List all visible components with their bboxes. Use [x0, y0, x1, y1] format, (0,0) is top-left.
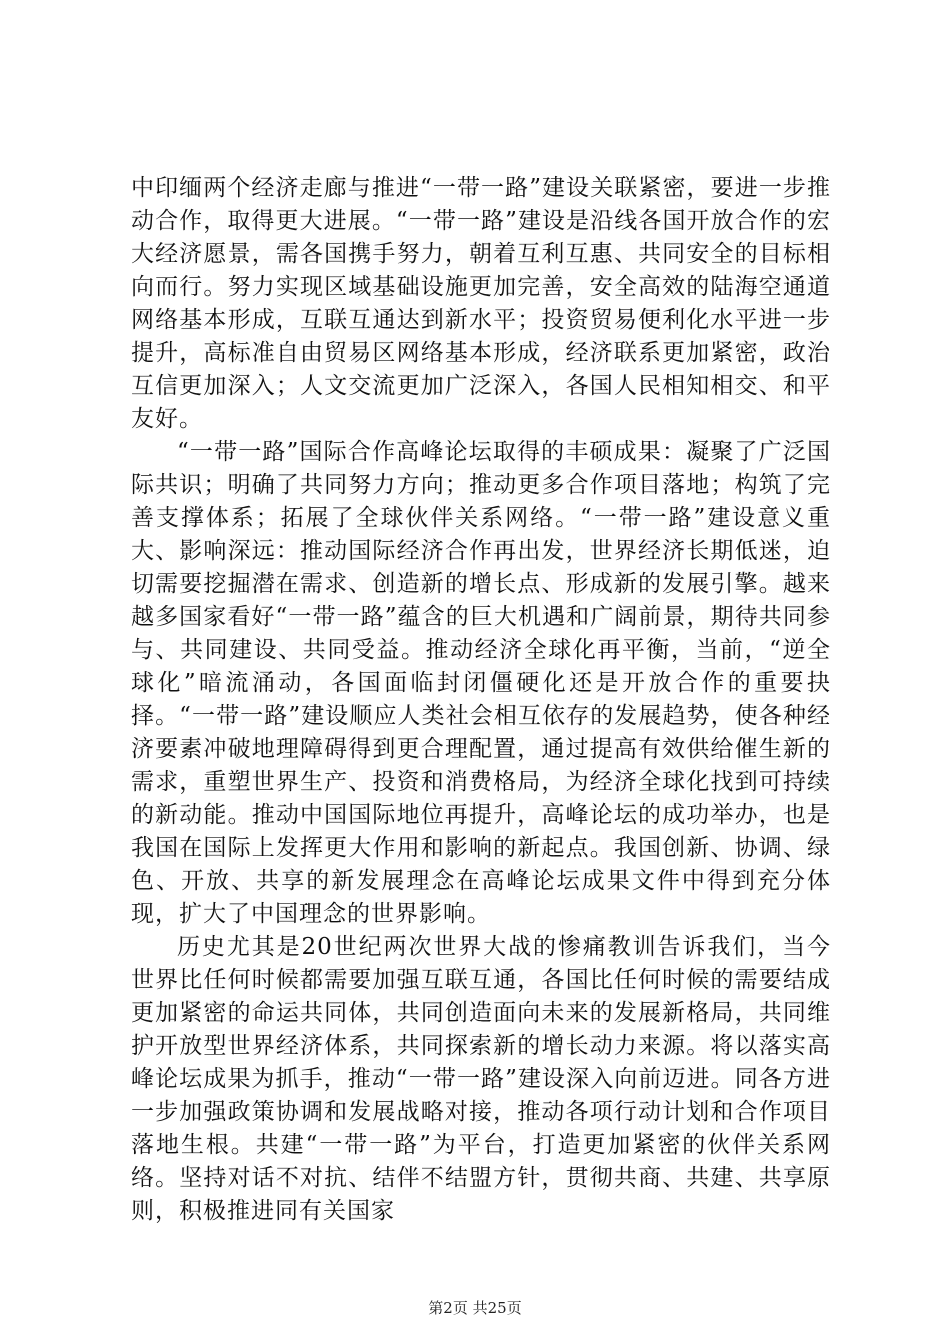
paragraph-1: 中印缅两个经济走廊与推进“一带一路”建设关联紧密，要进一步推动合作，取得更大进展。“一带一路”建设是沿线各国开放合作的宏大经济愿景，需各国携手努力，朝着互利互惠、共同安全的目标相向而行。努力实现区域基础设施更加完善，安全高效的陆海空通道网络基本形成，互联互通达到新水平；投资贸易便利化水平进一步提升，高标准自由贸易区网络基本形成，经济联系更加紧密，政治互信更加深入；人文交流更加广泛深入，各国人民相知相交、和平友好。	[131, 175, 831, 432]
paragraph-3: 历史尤其是20世纪两次世界大战的惨痛教训告诉我们，当今世界比任何时候都需要加强互联互通，各国比任何时候的需要结成更加紧密的命运共同体，共同创造面向未来的发展新格局，共同维护开放型世界经济体系，共同探索新的增长动力来源。将以落实高峰论坛成果为抓手，推动“一带一路”建设深入向前迈进。同各方进一步加强政策协调和发展战略对接，推动各项行动计划和合作项目落地生根。共建“一带一路”为平台，打造更加紧密的伙伴关系网络。坚持对话不对抗、结伴不结盟方针，贯彻共商、共建、共享原则，积极推进同有关国家	[131, 934, 831, 1224]
page-number-footer: 第2页 共25页	[428, 1299, 522, 1317]
body-text	[131, 172, 831, 1228]
paragraph-2: “一带一路”国际合作高峰论坛取得的丰硕成果：凝聚了广泛国际共识；明确了共同努力方向；推动更多合作项目落地；构筑了完善支撑体系；拓展了全球伙伴关系网络。“一带一路”建设意义重大、影响深远：推动国际经济合作再出发，世界经济长期低迷，迫切需要挖掘潜在需求、创造新的增长点、形成新的发展引擎。越来越多国家看好“一带一路”蕴含的巨大机遇和广阔前景，期待共同参与、共同建设、共同受益。推动经济全球化再平衡，当前，“逆全球化”暗流涌动，各国面临封闭僵硬化还是开放合作的重要抉择。“一带一路”建设顺应人类社会相互依存的发展趋势，使各种经济要素冲破地理障碍得到更合理配置，通过提高有效供给催生新的需求，重塑世界生产、投资和消费格局，为经济全球化找到可持续的新动能。推动中国国际地位再提升，高峰论坛的成功举办，也是我国在国际上发挥更大作用和影响的新起点。我国创新、协调、绿色、开放、共享的新发展理念在高峰论坛成果文件中得到充分体现，扩大了中国理念的世界影响。	[131, 439, 831, 927]
